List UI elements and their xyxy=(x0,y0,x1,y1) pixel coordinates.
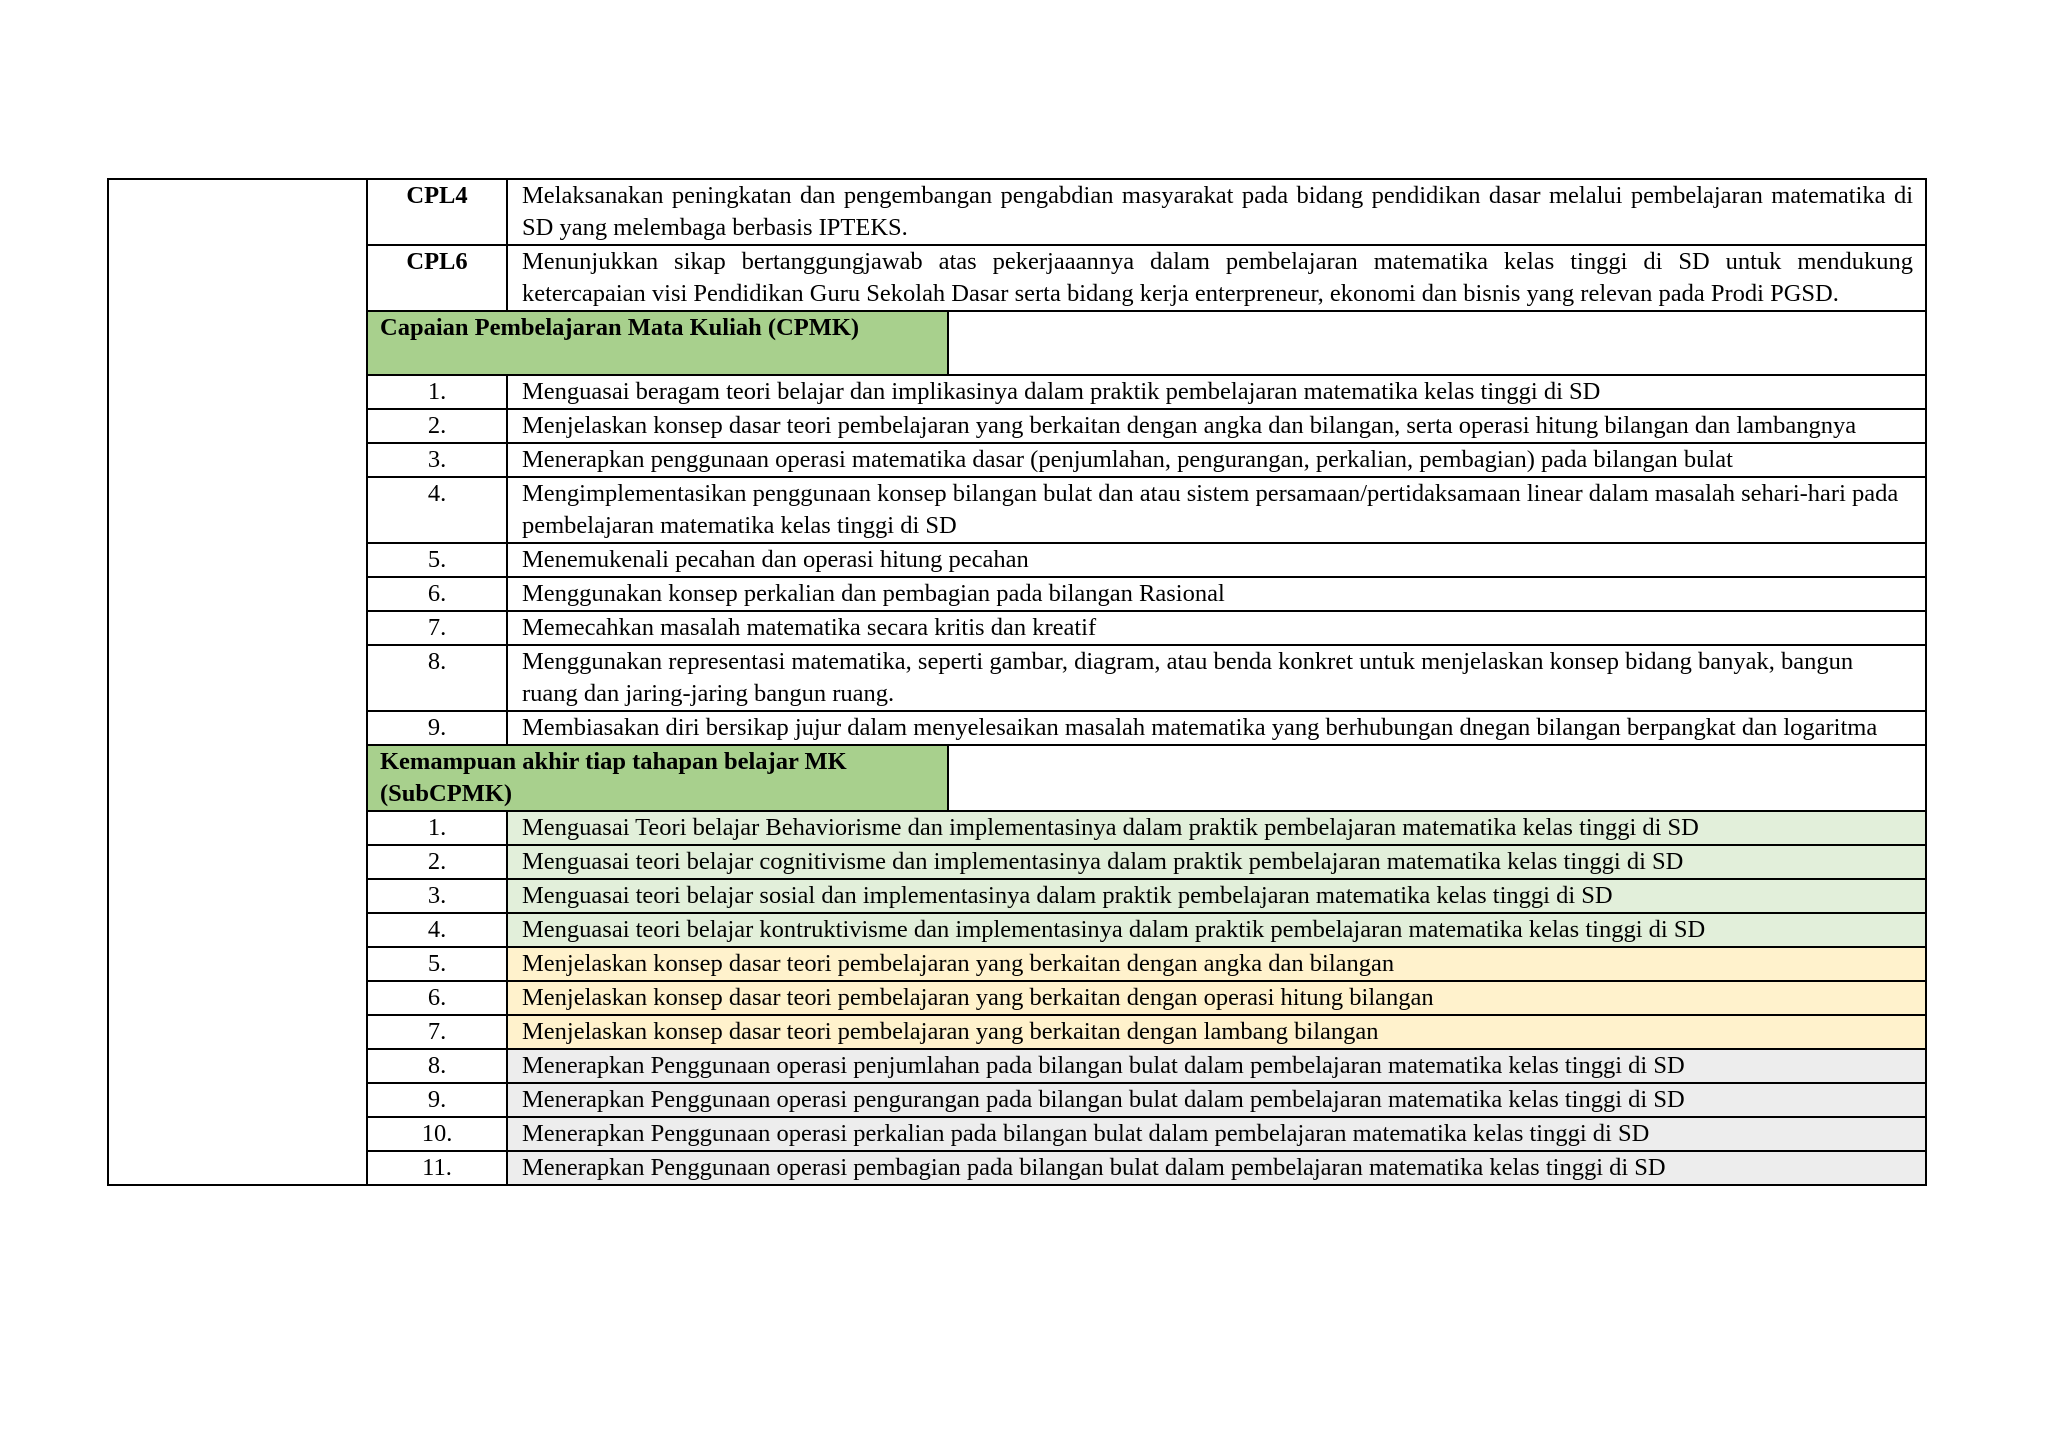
cpmk-header-blank xyxy=(948,311,1926,375)
subcpmk-row xyxy=(108,1117,1926,1151)
learning-outcomes-table xyxy=(107,178,1927,1186)
cpmk-text: Menemukenali pecahan dan operasi hitung pecahan xyxy=(507,543,1926,577)
cpmk-text: Menguasai beragam teori belajar dan implikasinya dalam praktik pembelajaran matematika kelas tinggi di SD xyxy=(507,375,1926,409)
subcpmk-text: Menerapkan Penggunaan operasi penjumlahan pada bilangan bulat dalam pembelajaran matematika kelas tinggi di SD xyxy=(507,1049,1926,1083)
cpmk-number: 8. xyxy=(367,645,507,711)
subcpmk-text: Menguasai teori belajar cognitivisme dan implementasinya dalam praktik pembelajaran matematika kelas tinggi di SD xyxy=(507,845,1926,879)
cpmk-number: 3. xyxy=(367,443,507,477)
cpmk-row xyxy=(108,477,1926,543)
cpmk-row xyxy=(108,577,1926,611)
subcpmk-row xyxy=(108,879,1926,913)
cpl-row xyxy=(108,179,1926,245)
cpl-code: CPL6 xyxy=(367,245,507,311)
subcpmk-text: Menguasai teori belajar sosial dan implementasinya dalam praktik pembelajaran matematika kelas tinggi di SD xyxy=(507,879,1926,913)
cpmk-row xyxy=(108,645,1926,711)
cpmk-text: Menerapkan penggunaan operasi matematika dasar (penjumlahan, pengurangan, perkalian, pembagian) pada bilangan bulat xyxy=(507,443,1926,477)
subcpmk-number: 8. xyxy=(367,1049,507,1083)
subcpmk-row xyxy=(108,947,1926,981)
cpmk-row xyxy=(108,543,1926,577)
subcpmk-text: Menjelaskan konsep dasar teori pembelajaran yang berkaitan dengan angka dan bilangan xyxy=(507,947,1926,981)
cpmk-row xyxy=(108,443,1926,477)
cpl-code: CPL4 xyxy=(367,179,507,245)
subcpmk-row xyxy=(108,913,1926,947)
cpmk-text: Memecahkan masalah matematika secara kritis dan kreatif xyxy=(507,611,1926,645)
subcpmk-row xyxy=(108,1083,1926,1117)
subcpmk-text: Menguasai Teori belajar Behaviorisme dan implementasinya dalam praktik pembelajaran matematika kelas tinggi di SD xyxy=(507,811,1926,845)
cpmk-row xyxy=(108,375,1926,409)
subcpmk-header: Kemampuan akhir tiap tahapan belajar MK (SubCPMK) xyxy=(367,745,948,811)
cpmk-header: Capaian Pembelajaran Mata Kuliah (CPMK) xyxy=(367,311,948,375)
subcpmk-row xyxy=(108,1049,1926,1083)
subcpmk-number: 1. xyxy=(367,811,507,845)
cpmk-row xyxy=(108,711,1926,745)
cpl-text: Menunjukkan sikap bertanggungjawab atas pekerjaaannya dalam pembelajaran matematika kelas tinggi di SD untuk mendukung ketercapaian visi Pendidikan Guru Sekolah Dasar serta bidang kerja enterpreneur, ekonomi dan bisnis yang relevan pada Prodi PGSD. xyxy=(507,245,1926,311)
subcpmk-text: Menerapkan Penggunaan operasi pengurangan pada bilangan bulat dalam pembelajaran matematika kelas tinggi di SD xyxy=(507,1083,1926,1117)
subcpmk-text: Menjelaskan konsep dasar teori pembelajaran yang berkaitan dengan lambang bilangan xyxy=(507,1015,1926,1049)
subcpmk-number: 3. xyxy=(367,879,507,913)
subcpmk-number: 11. xyxy=(367,1151,507,1185)
cpmk-number: 5. xyxy=(367,543,507,577)
cpmk-text: Menggunakan representasi matematika, seperti gambar, diagram, atau benda konkret untuk menjelaskan konsep bidang banyak, bangun ruang dan jaring-jaring bangun ruang. xyxy=(507,645,1926,711)
cpmk-text: Menggunakan konsep perkalian dan pembagian pada bilangan Rasional xyxy=(507,577,1926,611)
cpmk-text: Mengimplementasikan penggunaan konsep bilangan bulat dan atau sistem persamaan/pertidaksamaan linear dalam masalah sehari-hari pada pembelajaran matematika kelas tinggi di SD xyxy=(507,477,1926,543)
cpmk-number: 4. xyxy=(367,477,507,543)
subcpmk-number: 10. xyxy=(367,1117,507,1151)
subcpmk-number: 2. xyxy=(367,845,507,879)
cpmk-header-row xyxy=(108,311,1926,375)
subcpmk-row xyxy=(108,1151,1926,1185)
subcpmk-text: Menjelaskan konsep dasar teori pembelajaran yang berkaitan dengan operasi hitung bilangan xyxy=(507,981,1926,1015)
cpmk-text: Membiasakan diri bersikap jujur dalam menyelesaikan masalah matematika yang berhubungan dnegan bilangan berpangkat dan logaritma xyxy=(507,711,1926,745)
subcpmk-row xyxy=(108,981,1926,1015)
subcpmk-row xyxy=(108,811,1926,845)
subcpmk-header-blank xyxy=(948,745,1926,811)
subcpmk-number: 4. xyxy=(367,913,507,947)
cpmk-number: 7. xyxy=(367,611,507,645)
cpmk-row xyxy=(108,611,1926,645)
subcpmk-row xyxy=(108,845,1926,879)
cpmk-row xyxy=(108,409,1926,443)
cpmk-number: 6. xyxy=(367,577,507,611)
blank-left-column xyxy=(108,179,367,1185)
subcpmk-number: 9. xyxy=(367,1083,507,1117)
cpmk-number: 1. xyxy=(367,375,507,409)
subcpmk-text: Menerapkan Penggunaan operasi perkalian pada bilangan bulat dalam pembelajaran matematika kelas tinggi di SD xyxy=(507,1117,1926,1151)
cpmk-number: 2. xyxy=(367,409,507,443)
cpl-row xyxy=(108,245,1926,311)
subcpmk-header-row xyxy=(108,745,1926,811)
cpmk-text: Menjelaskan konsep dasar teori pembelajaran yang berkaitan dengan angka dan bilangan, serta operasi hitung bilangan dan lambangnya xyxy=(507,409,1926,443)
subcpmk-number: 7. xyxy=(367,1015,507,1049)
subcpmk-text: Menerapkan Penggunaan operasi pembagian pada bilangan bulat dalam pembelajaran matematika kelas tinggi di SD xyxy=(507,1151,1926,1185)
cpmk-number: 9. xyxy=(367,711,507,745)
subcpmk-number: 6. xyxy=(367,981,507,1015)
subcpmk-text: Menguasai teori belajar kontruktivisme dan implementasinya dalam praktik pembelajaran matematika kelas tinggi di SD xyxy=(507,913,1926,947)
subcpmk-number: 5. xyxy=(367,947,507,981)
cpl-text: Melaksanakan peningkatan dan pengembangan pengabdian masyarakat pada bidang pendidikan dasar melalui pembelajaran matematika di SD yang melembaga berbasis IPTEKS. xyxy=(507,179,1926,245)
subcpmk-row xyxy=(108,1015,1926,1049)
